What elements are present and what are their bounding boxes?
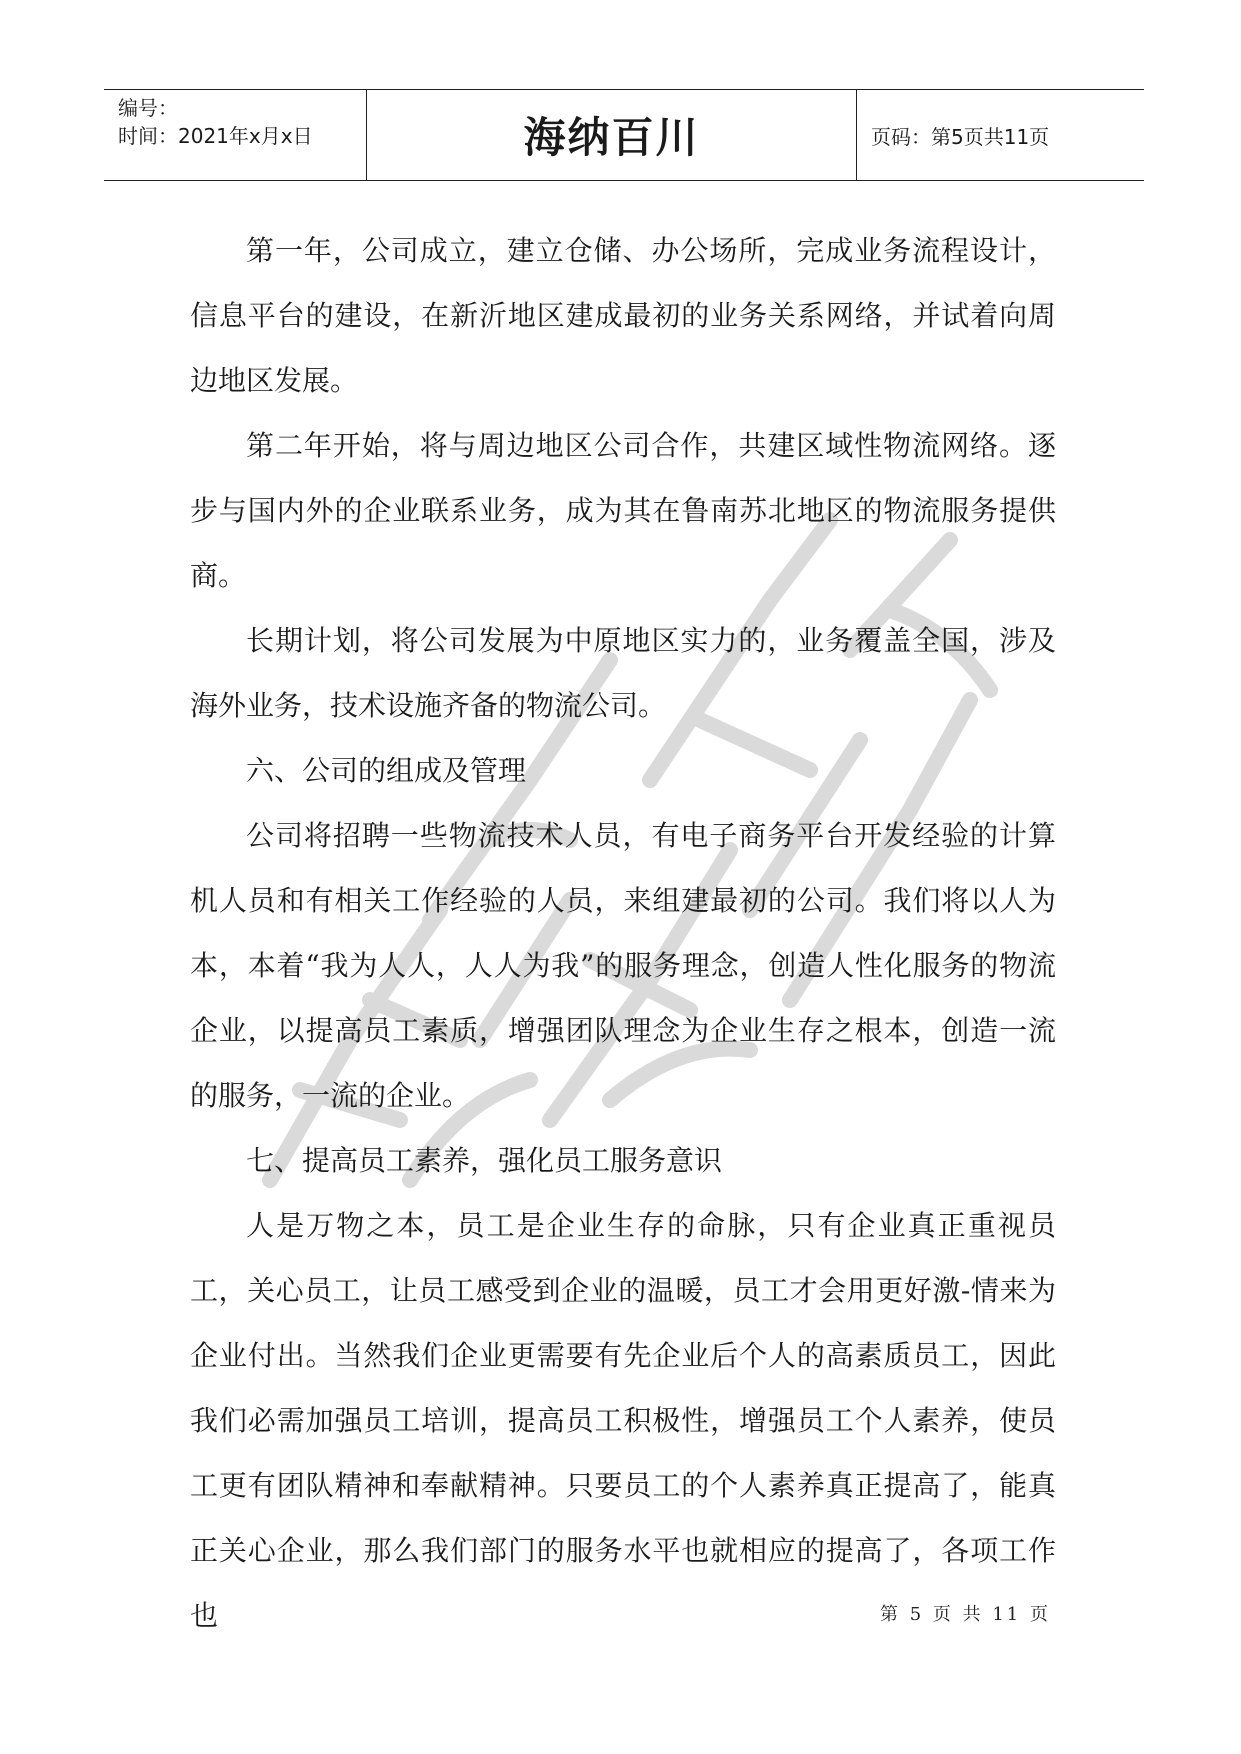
document-number-label: 编号： — [118, 96, 178, 120]
section-heading-staff: 七、提高员工素养，强化员工服务意识 — [246, 1144, 723, 1177]
company-name: 海纳百川 — [367, 90, 857, 180]
document-time: 时间：2021年x月x日 — [118, 124, 313, 148]
header-meta — [104, 90, 367, 180]
document-body — [190, 218, 1056, 1648]
paragraph-staff: 人是万物之本，员工是企业生存的命脉，只有企业真正重视员工，关心员工，让员工感受到企业的温暖，员工才会用更好激-情来为企业付出。当然我们企业更需要有先企业后个人的高素质员工，因此我们必需加强员工培训，提高员工积极性，增强员工个人素养，使员工更有团队精神和奉献精神。只要员工的个人素养真正提高了，能真正关心企业，那么我们部门的服务水平也就相应的提高了，各项工作也 — [190, 1209, 1056, 1632]
document-header — [104, 89, 1144, 181]
paragraph-second-year: 第二年开始，将与周边地区公司合作，共建区域性物流网络。逐步与国内外的企业联系业务，成为其在鲁南苏北地区的物流服务提供商。 — [190, 429, 1056, 592]
section-heading-organization: 六、公司的组成及管理 — [246, 754, 527, 787]
paragraph-long-term: 长期计划，将公司发展为中原地区实力的，业务覆盖全国，涉及海外业务，技术设施齐备的物流公司。 — [190, 624, 1056, 722]
paragraph-first-year: 第一年，公司成立，建立仓储、办公场所，完成业务流程设计，信息平台的建设，在新沂地区建成最初的业务关系网络，并试着向周边地区发展。 — [190, 234, 1056, 397]
footer-page-number: 第 5 页 共 11 页 — [880, 1604, 1051, 1625]
paragraph-organization: 公司将招聘一些物流技术人员，有电子商务平台开发经验的计算机人员和有相关工作经验的人员，来组建最初的公司。我们将以人为本，本着“我为人人，人人为我”的服务理念，创造人性化服务的物流企业，以提高员工素质，增强团队理念为企业生存之根本，创造一流的服务，一流的企业。 — [190, 819, 1056, 1112]
header-page-number: 页码：第5页共11页 — [871, 124, 1050, 149]
